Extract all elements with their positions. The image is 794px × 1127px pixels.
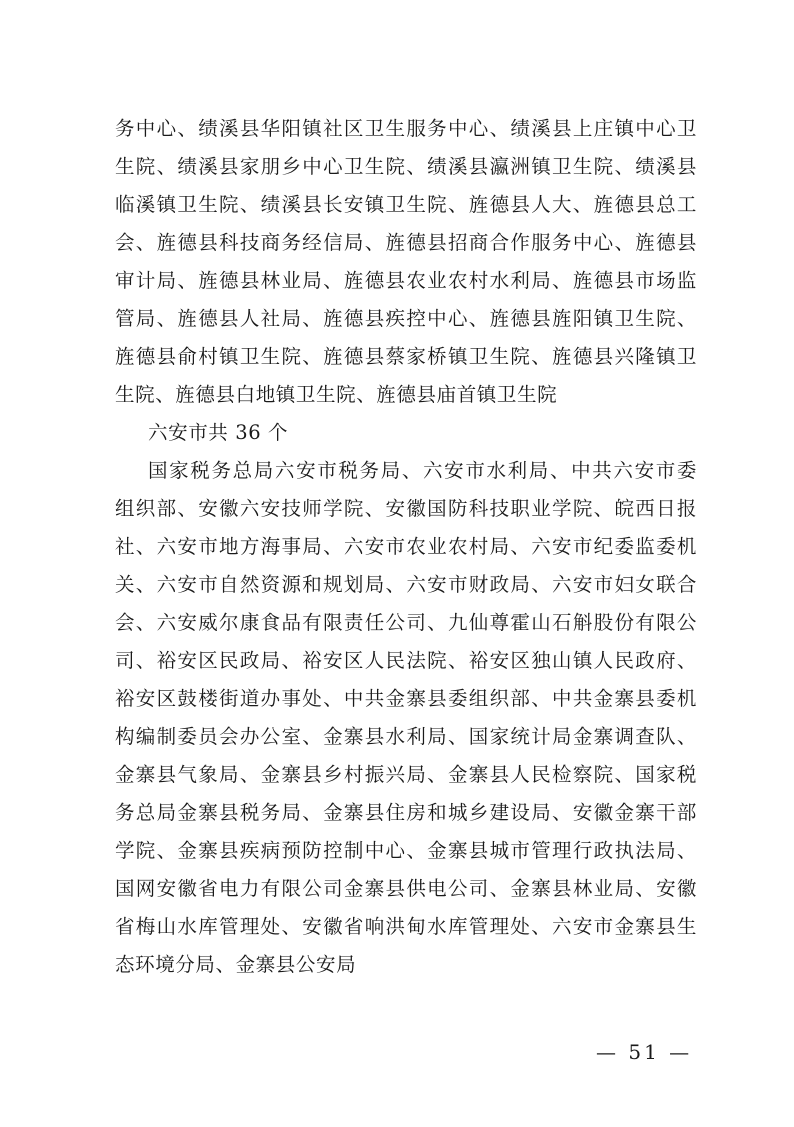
text-line: 司、裕安区民政局、裕安区人民法院、裕安区独山镇人民政府、 (115, 649, 697, 672)
text-line: 临溪镇卫生院、绩溪县长安镇卫生院、旌德县人大、旌德县总工 (115, 193, 697, 216)
text-line: 关、六安市自然资源和规划局、六安市财政局、六安市妇女联合 (115, 573, 697, 596)
text-line: 国家税务总局六安市税务局、六安市水利局、中共六安市委 (148, 459, 697, 482)
text-line: 社、六安市地方海事局、六安市农业农村局、六安市纪委监委机 (115, 535, 697, 558)
text-line: 构编制委员会办公室、金寨县水利局、国家统计局金寨调查队、 (115, 725, 697, 748)
page-number: — 51 — (596, 1040, 693, 1064)
text-line: 务总局金寨县税务局、金寨县住房和城乡建设局、安徽金寨干部 (115, 801, 697, 824)
text-line: 金寨县气象局、金寨县乡村振兴局、金寨县人民检察院、国家税 (115, 763, 697, 786)
text-line: 会、六安威尔康食品有限责任公司、九仙尊霍山石斛股份有限公 (115, 611, 697, 634)
text-line: 裕安区鼓楼街道办事处、中共金寨县委组织部、中共金寨县委机 (115, 687, 697, 710)
text-line: 学院、金寨县疾病预防控制中心、金寨县城市管理行政执法局、 (115, 839, 697, 862)
text-line: 审计局、旌德县林业局、旌德县农业农村水利局、旌德县市场监 (115, 269, 697, 292)
text-line: 态环境分局、金寨县公安局 (115, 953, 357, 976)
text-line: 生院、旌德县白地镇卫生院、旌德县庙首镇卫生院 (115, 383, 558, 406)
text-line: 省梅山水库管理处、安徽省响洪甸水库管理处、六安市金寨县生 (115, 915, 697, 938)
text-line: 管局、旌德县人社局、旌德县疾控中心、旌德县旌阳镇卫生院、 (115, 307, 697, 330)
text-line: 国网安徽省电力有限公司金寨县供电公司、金寨县林业局、安徽 (115, 877, 697, 900)
text-line: 组织部、安徽六安技师学院、安徽国防科技职业学院、皖西日报 (115, 497, 697, 520)
text-line: 生院、绩溪县家朋乡中心卫生院、绩溪县瀛洲镇卫生院、绩溪县 (115, 155, 697, 178)
section-heading: 六安市共 36 个 (148, 421, 289, 444)
text-line: 务中心、绩溪县华阳镇社区卫生服务中心、绩溪县上庄镇中心卫 (115, 117, 697, 140)
text-line: 会、旌德县科技商务经信局、旌德县招商合作服务中心、旌德县 (115, 231, 697, 254)
text-line: 旌德县俞村镇卫生院、旌德县蔡家桥镇卫生院、旌德县兴隆镇卫 (115, 345, 697, 368)
